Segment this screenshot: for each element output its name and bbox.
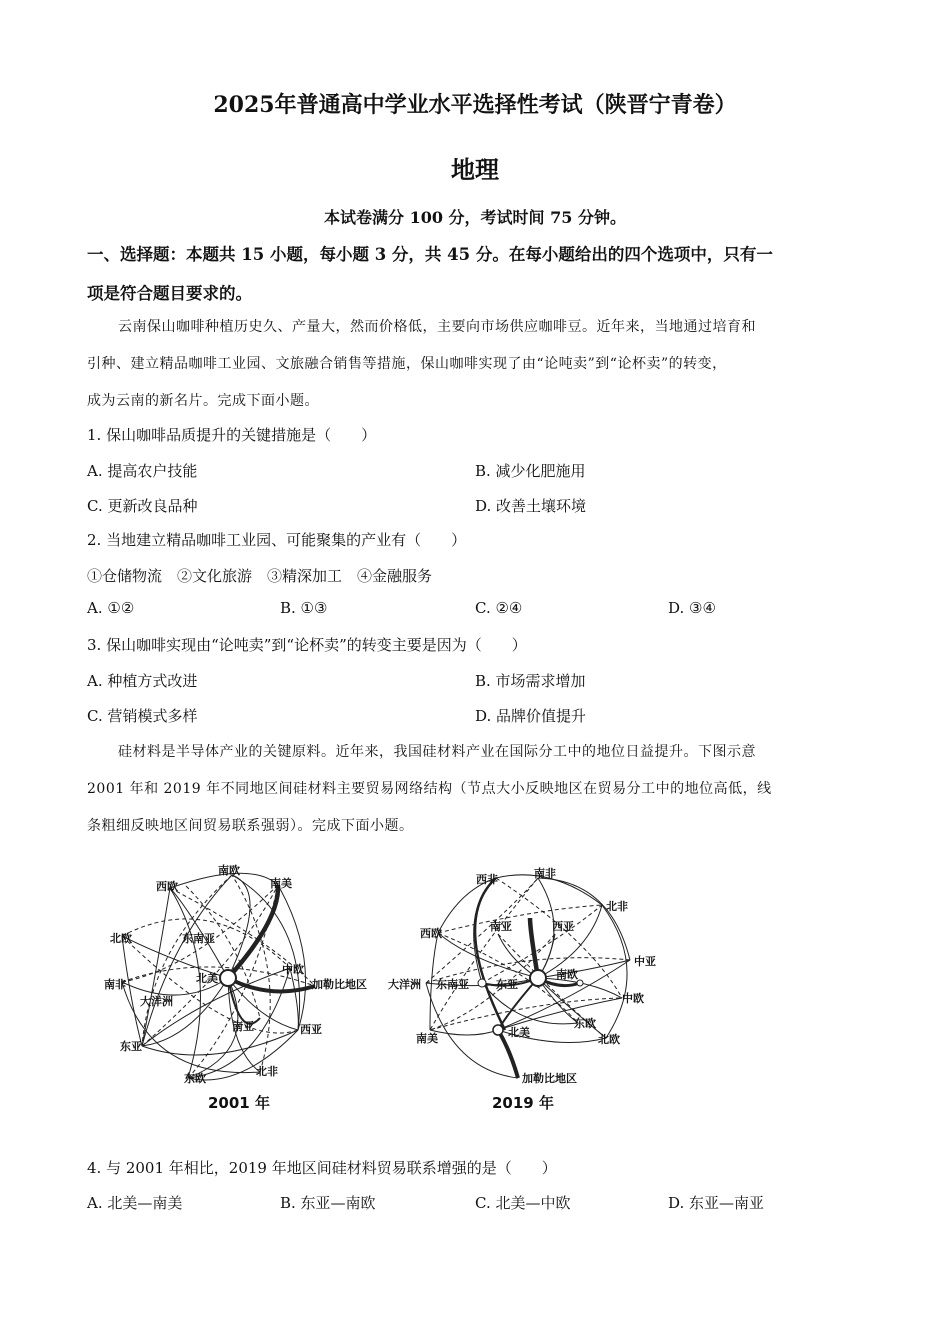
question-4-option-d[interactable]: D. 东亚—南亚 [668, 1194, 765, 1212]
network-2001-node-label: 南欧 [218, 864, 240, 877]
network-2001-caption: 2001 年 [208, 1094, 270, 1112]
question-4-stem: 4. 与 2001 年相比，2019 年地区间硅材料贸易联系增强的是（ ） [87, 1159, 557, 1177]
question-2-option-c[interactable]: C. ②④ [475, 599, 523, 617]
network-2019-node-label: 南非 [534, 867, 556, 880]
network-2019-node-label: 大洋洲 [388, 978, 421, 991]
question-2-stem: 2. 当地建立精品咖啡工业园、可能聚集的产业有（ ） [87, 531, 467, 549]
network-2001-node-label: 大洋洲 [140, 995, 173, 1008]
network-2019-caption: 2019 年 [492, 1094, 554, 1112]
passage1-line: 云南保山咖啡种植历史久、产量大，然而价格低，主要向市场供应咖啡豆。近年来，当地通过培育和 [118, 319, 756, 335]
network-2001-node-label: 东亚 [120, 1040, 142, 1053]
network-2001-node-label: 南美 [270, 877, 292, 890]
question-3-stem: 3. 保山咖啡实现由“论吨卖”到“论杯卖”的转变主要是因为（ ） [87, 636, 527, 654]
network-2019-node-label: 北非 [606, 900, 628, 913]
network-2001-node-label: 西亚 [300, 1023, 322, 1036]
passage2-line: 硅材料是半导体产业的关键原料。近年来，我国硅材料产业在国际分工中的地位日益提升。下图示意 [118, 744, 756, 760]
question-3-option-a[interactable]: A. 种植方式改进 [87, 672, 198, 690]
exam-info: 本试卷满分 100 分，考试时间 75 分钟。 [324, 208, 626, 227]
question-1-option-b[interactable]: B. 减少化肥施用 [475, 462, 586, 480]
network-2001-node-label: 西欧 [156, 880, 178, 893]
question-4-option-b[interactable]: B. 东亚—南欧 [280, 1194, 376, 1212]
network-2019-node-label: 西欧 [420, 927, 442, 940]
passage1-line: 成为云南的新名片。完成下面小题。 [87, 393, 319, 409]
network-2019-node-label: 西亚 [552, 920, 574, 933]
passage2-line: 2001 年和 2019 年不同地区间硅材料主要贸易网络结构（节点大小反映地区在贸易分工中的地位高低，线 [87, 781, 772, 797]
exam-title: 2025年普通高中学业水平选择性考试（陕晋宁青卷） [213, 92, 737, 118]
question-2-option-b[interactable]: B. ①③ [280, 599, 328, 617]
question-1-option-c[interactable]: C. 更新改良品种 [87, 497, 198, 515]
network-2019-node-label: 南欧 [556, 968, 578, 981]
question-3-option-d[interactable]: D. 品牌价值提升 [475, 707, 587, 725]
passage2-line: 条粗细反映地区间贸易联系强弱）。完成下面小题。 [87, 818, 414, 834]
network-2001-node-label: 中欧 [282, 963, 304, 976]
question-1-stem: 1. 保山咖啡品质提升的关键措施是（ ） [87, 426, 377, 444]
network-2001-edges [122, 873, 315, 1080]
network-2019-node-label: 南亚 [490, 920, 512, 933]
network-2019-node-label: 北美 [508, 1026, 530, 1039]
question-4-option-c[interactable]: C. 北美—中欧 [475, 1194, 571, 1212]
question-3-option-c[interactable]: C. 营销模式多样 [87, 707, 198, 725]
network-2001-node-label: 东南亚 [182, 932, 215, 945]
question-1-option-d[interactable]: D. 改善土壤环境 [475, 497, 587, 515]
section-heading-line2: 项是符合题目要求的。 [87, 284, 252, 303]
network-2001-node-label: 北非 [256, 1065, 278, 1078]
network-2001-node-label: 加勒比地区 [312, 978, 367, 991]
network-2019-node-label: 加勒比地区 [522, 1072, 577, 1085]
network-2019-node-label: 中欧 [622, 992, 644, 1005]
network-2019-node-label: 南美 [416, 1032, 438, 1045]
network-2001-node-label: 北美 [196, 972, 218, 985]
network-2001-dashed-edges [122, 875, 315, 1078]
network-2001-node-label: 东欧 [184, 1072, 206, 1085]
subject-title: 地理 [451, 155, 499, 184]
network-2019-node-label: 东南亚 [436, 978, 469, 991]
network-2019-node-label: 北欧 [598, 1033, 620, 1046]
question-4-option-a[interactable]: A. 北美—南美 [87, 1194, 183, 1212]
question-2-option-a[interactable]: A. ①② [87, 599, 135, 617]
question-1-option-a[interactable]: A. 提高农户技能 [87, 462, 198, 480]
question-2-option-d[interactable]: D. ③④ [668, 599, 716, 617]
network-2001-node-label: 南非 [104, 978, 126, 991]
section-heading-line1: 一、选择题：本题共 15 小题，每小题 3 分，共 45 分。在每小题给出的四个选项中，只有一 [87, 245, 773, 264]
passage1-line: 引种、建立精品咖啡工业园、文旅融合销售等措施，保山咖啡实现了由“论吨卖”到“论杯卖”的转变， [87, 356, 727, 372]
question-3-option-b[interactable]: B. 市场需求增加 [475, 672, 586, 690]
network-2019-node-label: 东欧 [574, 1017, 596, 1030]
trade-network-figure [90, 850, 690, 1125]
network-2019-node-label: 东亚 [496, 978, 518, 991]
network-2019-node-label: 中亚 [634, 955, 656, 968]
network-2019-node-label: 西非 [476, 873, 498, 886]
question-2-items: ①仓储物流 ②文化旅游 ③精深加工 ④金融服务 [87, 567, 433, 585]
network-2001-node-label: 北欧 [110, 932, 132, 945]
network-2001-node-label: 南亚 [232, 1020, 254, 1033]
